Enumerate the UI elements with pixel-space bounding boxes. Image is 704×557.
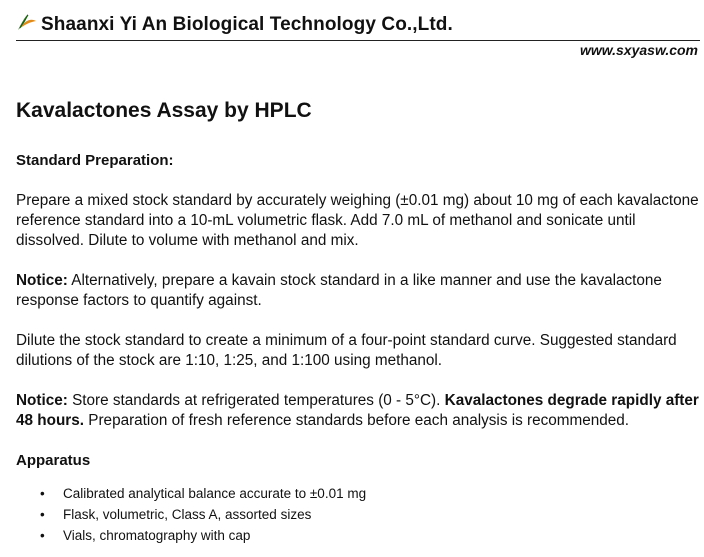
apparatus-list: [16, 483, 700, 546]
document-title: Kavalactones Assay by HPLC: [16, 99, 312, 122]
notice-text-end: Preparation of fresh reference standards before each analysis is recommended.: [84, 412, 630, 429]
bullet-icon: •: [40, 486, 45, 501]
company-name: Shaanxi Yi An Biological Technology Co.,Ltd.: [41, 14, 453, 35]
apparatus-heading: Apparatus: [16, 452, 91, 469]
notice-label: Notice:: [16, 392, 68, 409]
list-item-text: Calibrated analytical balance accurate to ±0.01 mg: [63, 486, 367, 501]
notice-label: Notice:: [16, 272, 68, 289]
list-item: [16, 483, 700, 504]
list-item-text: Vials, chromatography with cap: [63, 528, 251, 543]
notice-paragraph-1: [16, 271, 700, 311]
notice-paragraph-2: [16, 391, 700, 431]
document-body: [16, 96, 700, 546]
leaf-logo-icon: [16, 10, 38, 32]
bullet-icon: •: [40, 507, 45, 522]
notice-warning: Kavalactones degrade rapidly after 48 hours.: [16, 392, 699, 429]
list-item-text: Flask, volumetric, Class A, assorted sizes: [63, 507, 312, 522]
notice-text: Store standards at refrigerated temperatures (0 - 5°C).: [67, 392, 445, 409]
header-divider: [16, 40, 700, 41]
dilution-paragraph: Dilute the stock standard to create a minimum of a four-point standard curve. Suggested standard dilutions of the stock are 1:10, 1:25, and 1:100 using methanol.: [16, 332, 677, 369]
standard-preparation-heading: Standard Preparation:: [16, 152, 174, 169]
bullet-icon: •: [40, 528, 45, 543]
list-item: [16, 525, 700, 546]
website-url: www.sxyasw.com: [579, 42, 698, 58]
stock-standard-paragraph: Prepare a mixed stock standard by accurately weighing (±0.01 mg) about 10 mg of each kavalactone reference standard into a 10-mL volumetric flask. Add 7.0 mL of methanol and sonicate until dissolved. Dilute to volume with methanol and mix.: [16, 192, 699, 249]
list-item: [16, 504, 700, 525]
notice-text: Alternatively, prepare a kavain stock standard in a like manner and use the kavalactone response factors to quantify against.: [16, 272, 662, 309]
